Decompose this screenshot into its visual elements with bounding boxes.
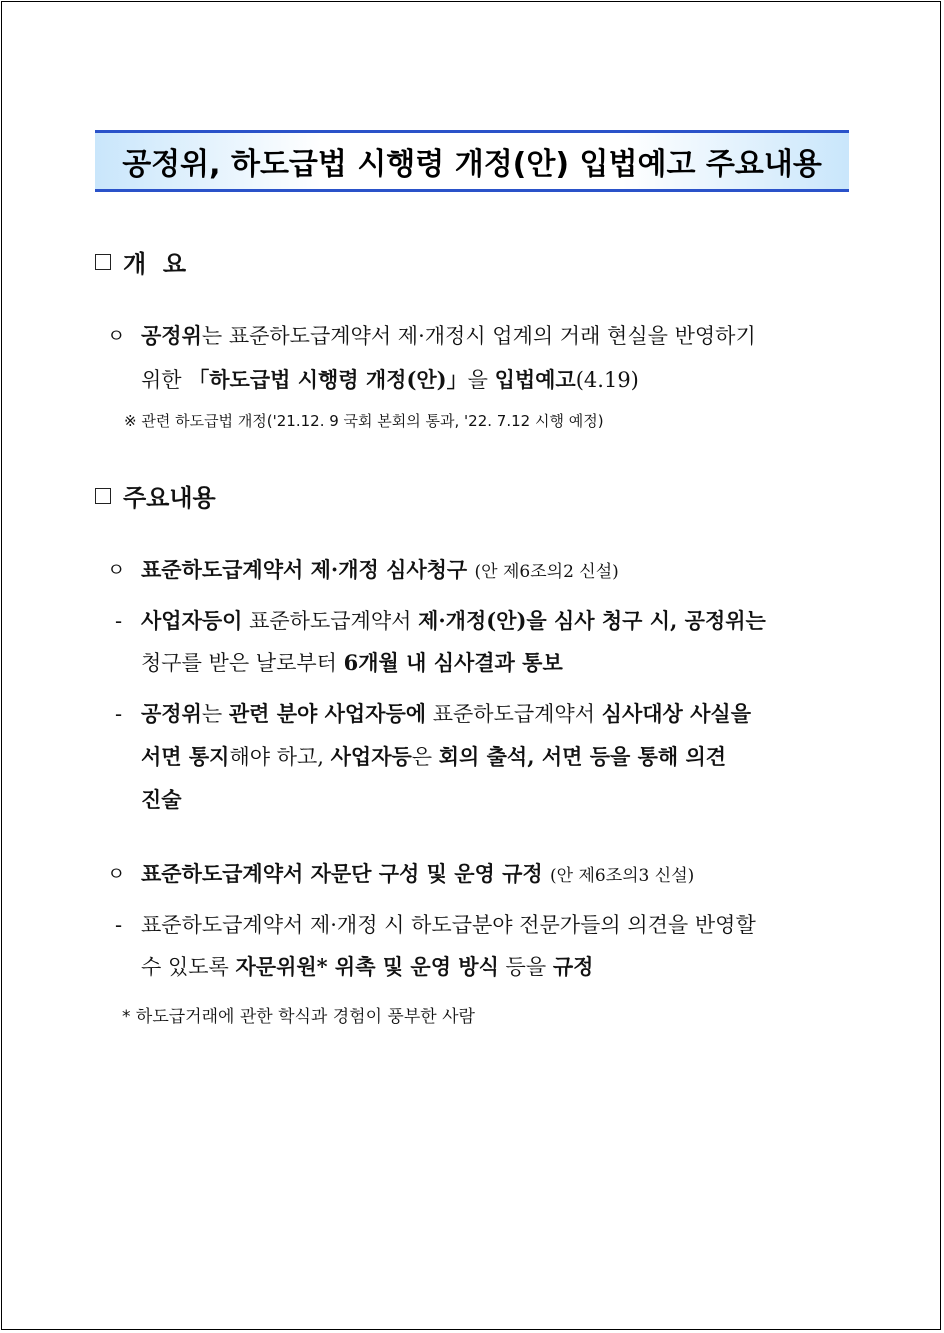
dash-marker: -	[115, 702, 123, 726]
item2-d1-l2-bold2: 규정	[552, 954, 594, 979]
overview-line2-pre: 위한	[141, 368, 189, 392]
overview-line2-bold: 「하도급법 시행령 개정(안)」	[188, 367, 468, 392]
item1-d1-bold2: 제·개정(안)을 심사 청구 시, 공정위는	[418, 608, 766, 633]
item2-title-line	[141, 860, 694, 890]
item2-d1-l2-mid: 등을	[498, 955, 553, 979]
section-main-heading	[95, 478, 216, 513]
item1-title: 표준하도급계약서 제·개정 심사청구	[141, 557, 468, 582]
item2-d1-line1: 표준하도급계약서 제·개정 시 하도급분야 전문가들의 의견을 반영할	[141, 913, 756, 937]
item1-d2-mid: 는	[201, 702, 229, 726]
item1-d1-l2-pre: 청구를 받은 날로부터	[141, 651, 344, 675]
item2-d1-l2-pre: 수 있도록	[141, 955, 236, 979]
item1-d2-l2-mid2: 은	[411, 745, 439, 769]
title-banner	[95, 130, 849, 192]
item2-sub: (안 제6조의3 신설)	[550, 866, 695, 886]
overview-line1-bold: 공정위	[141, 323, 202, 348]
item1-d2-line2	[141, 743, 726, 771]
overview-line2-mid: 을	[467, 368, 495, 392]
overview-note: ※ 관련 하도급법 개정('21.12. 9 국회 본회의 통과, '22. 7.12 시행 예정)	[124, 412, 604, 430]
item1-d1-line1	[141, 607, 766, 635]
item1-d2-bold2: 관련 분야 사업자등에	[228, 701, 427, 726]
overview-line2-tail: (4.19)	[575, 368, 639, 392]
item2-title: 표준하도급계약서 자문단 구성 및 운영 규정	[141, 861, 543, 886]
item1-d2-line1	[141, 700, 751, 728]
section-main-title: 주요내용	[123, 484, 216, 512]
item1-d2-l2-bold2: 사업자등	[330, 744, 412, 769]
item2-footnote: * 하도급거래에 관한 학식과 경험이 풍부한 사람	[122, 1007, 475, 1027]
item1-d2-mid2: 표준하도급계약서	[426, 702, 602, 726]
dash-marker: -	[115, 913, 123, 937]
item1-d1-mid: 표준하도급계약서	[242, 609, 419, 633]
bullet-icon: ㅇ	[107, 863, 126, 885]
item1-d1-bold: 사업자등이	[141, 608, 243, 633]
page-title: 공정위, 하도급법 시행령 개정(안) 입법예고 주요내용	[122, 147, 822, 182]
item1-d2-bold3: 심사대상 사실을	[601, 701, 751, 726]
item1-d1-line2	[141, 649, 563, 677]
bullet-icon: ㅇ	[107, 325, 126, 347]
overview-line-2	[141, 366, 639, 394]
bullet-icon: ㅇ	[107, 559, 126, 581]
item1-sub: (안 제6조의2 신설)	[474, 562, 619, 582]
item1-d2-line3: 진술	[141, 787, 182, 812]
checkbox-icon	[95, 254, 111, 270]
dash-marker: -	[115, 609, 123, 633]
item1-d2-l2-mid: 해야 하고,	[229, 745, 331, 769]
item1-d1-l2-bold: 6개월 내 심사결과 통보	[343, 650, 563, 675]
item1-d2-l2-bold: 서면 통지	[141, 744, 230, 769]
item1-d2-bold: 공정위	[141, 701, 202, 726]
item1-title-line	[141, 556, 619, 586]
overview-line-1	[141, 322, 756, 350]
item2-d1-line2	[141, 953, 593, 981]
overview-line1-rest: 는 표준하도급계약서 제·개정시 업계의 거래 현실을 반영하기	[201, 324, 756, 348]
overview-line2-bold2: 입법예고	[494, 367, 576, 392]
section-overview-heading	[95, 244, 186, 279]
item1-d2-l2-bold3: 회의 출석, 서면 등을 통해 의견	[438, 744, 727, 769]
section-overview-title: 개 요	[123, 250, 187, 278]
checkbox-icon	[95, 488, 111, 504]
item2-d1-l2-bold: 자문위원* 위촉 및 운영 방식	[235, 954, 499, 979]
